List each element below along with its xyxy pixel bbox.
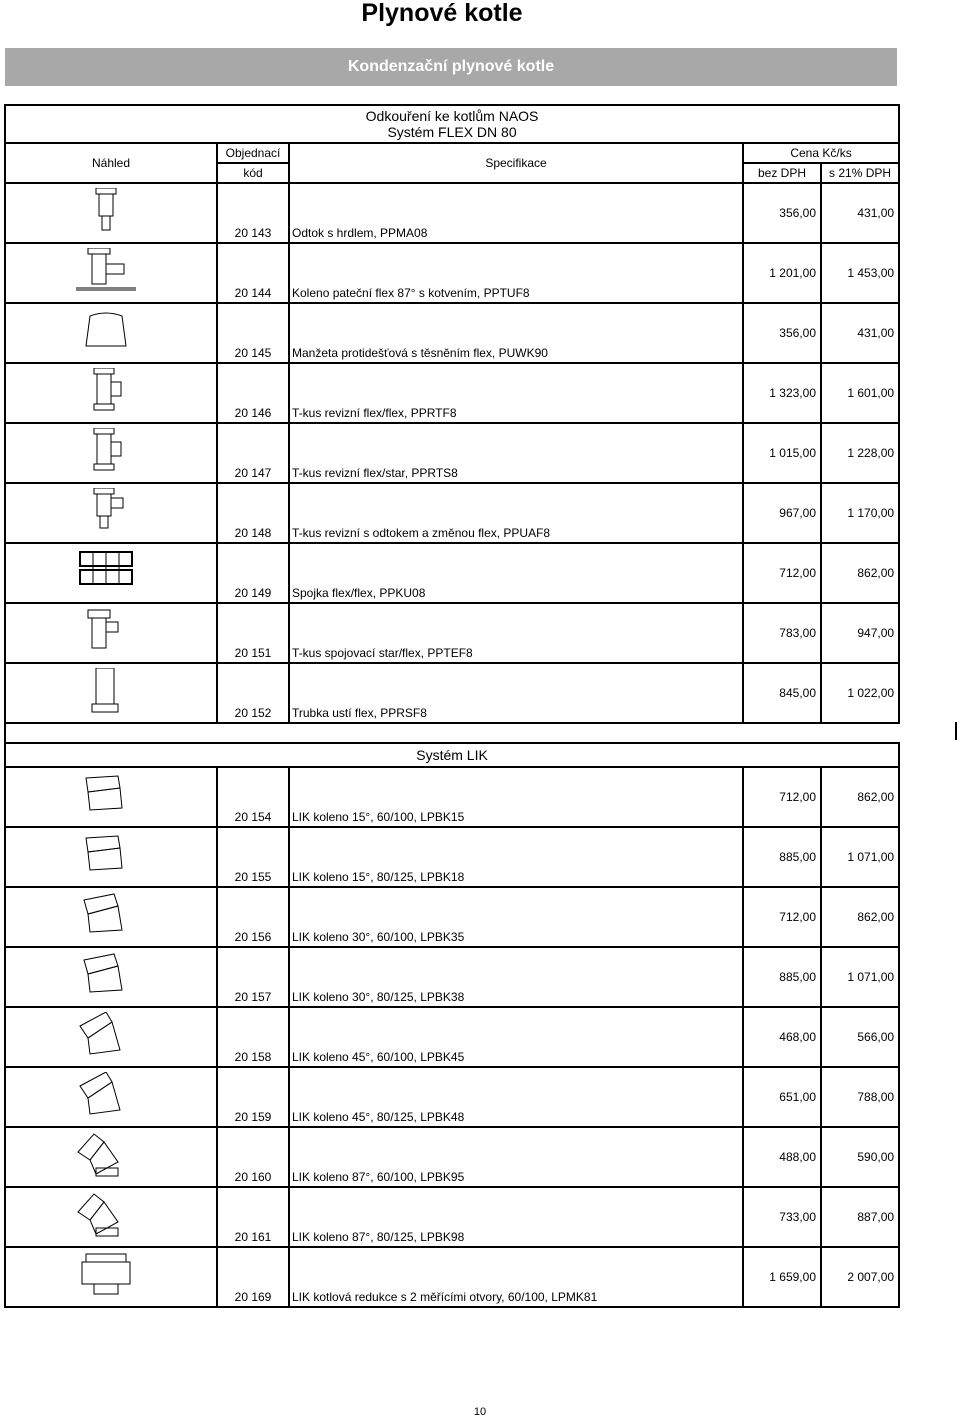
preview-cell xyxy=(5,827,217,887)
order-code: 20 145 xyxy=(217,303,289,363)
price-no-vat: 1 659,00 xyxy=(743,1247,821,1307)
order-code: 20 149 xyxy=(217,543,289,603)
order-code: 20 159 xyxy=(217,1067,289,1127)
preview-cell xyxy=(5,303,217,363)
section-header-lik xyxy=(5,743,899,767)
section-header-flex xyxy=(5,105,899,143)
product-spec: LIK koleno 45°, 60/100, LPBK45 xyxy=(289,1007,743,1067)
outlet-pipe-icon xyxy=(66,668,146,716)
order-code: 20 151 xyxy=(217,603,289,663)
price-no-vat: 712,00 xyxy=(743,887,821,947)
product-row xyxy=(5,423,899,483)
order-code: 20 160 xyxy=(217,1127,289,1187)
price-with-vat: 887,00 xyxy=(821,1187,899,1247)
preview-cell xyxy=(5,1247,217,1307)
header-with-vat: s 21% DPH xyxy=(821,163,899,183)
price-with-vat: 566,00 xyxy=(821,1007,899,1067)
order-code: 20 147 xyxy=(217,423,289,483)
product-row xyxy=(5,603,899,663)
header-spec: Specifikace xyxy=(289,143,743,183)
section-title: Odkouření ke kotlům NAOS xyxy=(365,108,539,124)
order-code: 20 158 xyxy=(217,1007,289,1067)
order-code: 20 156 xyxy=(217,887,289,947)
price-with-vat: 1 228,00 xyxy=(821,423,899,483)
order-code: 20 148 xyxy=(217,483,289,543)
order-code: 20 161 xyxy=(217,1187,289,1247)
elbow-45-icon xyxy=(66,1072,146,1120)
product-row xyxy=(5,363,899,423)
product-spec: LIK koleno 15°, 80/125, LPBK18 xyxy=(289,827,743,887)
order-code: 20 157 xyxy=(217,947,289,1007)
product-row xyxy=(5,183,899,243)
product-row xyxy=(5,543,899,603)
product-row xyxy=(5,1247,899,1307)
header-no-vat: bez DPH xyxy=(743,163,821,183)
inspection-tee-icon xyxy=(66,428,146,476)
price-with-vat: 1 601,00 xyxy=(821,363,899,423)
order-code: 20 154 xyxy=(217,767,289,827)
header-price: Cena Kč/ks xyxy=(743,143,899,163)
preview-cell xyxy=(5,1187,217,1247)
product-spec: LIK koleno 30°, 60/100, LPBK35 xyxy=(289,887,743,947)
preview-cell xyxy=(5,363,217,423)
product-row xyxy=(5,1187,899,1247)
product-spec: T-kus spojovací star/flex, PPTEF8 xyxy=(289,603,743,663)
page-number: 10 xyxy=(473,1406,487,1418)
elbow-30-icon xyxy=(66,892,146,940)
preview-cell xyxy=(5,1007,217,1067)
preview-cell xyxy=(5,543,217,603)
product-spec: LIK koleno 87°, 60/100, LPBK95 xyxy=(289,1127,743,1187)
product-spec: Odtok s hrdlem, PPMA08 xyxy=(289,183,743,243)
price-no-vat: 1 201,00 xyxy=(743,243,821,303)
product-spec: Spojka flex/flex, PPKU08 xyxy=(289,543,743,603)
order-code: 20 144 xyxy=(217,243,289,303)
preview-cell xyxy=(5,243,217,303)
section-spacer xyxy=(5,723,899,743)
product-row xyxy=(5,663,899,723)
price-table xyxy=(4,104,900,1308)
product-row xyxy=(5,827,899,887)
tee-drain-icon xyxy=(66,488,146,536)
side-mark xyxy=(955,722,957,740)
price-with-vat: 1 453,00 xyxy=(821,243,899,303)
product-spec: Trubka ustí flex, PPRSF8 xyxy=(289,663,743,723)
header-preview: Náhled xyxy=(5,143,217,183)
price-no-vat: 1 323,00 xyxy=(743,363,821,423)
preview-cell xyxy=(5,887,217,947)
elbow-15-icon xyxy=(66,772,146,820)
product-spec: LIK koleno 45°, 80/125, LPBK48 xyxy=(289,1067,743,1127)
coupling-icon xyxy=(66,548,146,596)
preview-cell xyxy=(5,1127,217,1187)
product-row xyxy=(5,887,899,947)
boiler-adapter-icon xyxy=(66,1252,146,1300)
product-row xyxy=(5,1007,899,1067)
section-title-lik: Systém LIK xyxy=(5,743,899,767)
product-spec: LIK koleno 87°, 80/125, LPBK98 xyxy=(289,1187,743,1247)
product-row xyxy=(5,767,899,827)
product-spec: Koleno pateční flex 87° s kotvením, PPTUF8 xyxy=(289,243,743,303)
product-row xyxy=(5,947,899,1007)
order-code: 20 152 xyxy=(217,663,289,723)
category-banner: Kondenzační plynové kotle xyxy=(5,48,897,86)
price-with-vat: 2 007,00 xyxy=(821,1247,899,1307)
elbow-87-icon xyxy=(66,1132,146,1180)
preview-cell xyxy=(5,603,217,663)
order-code: 20 155 xyxy=(217,827,289,887)
elbow-87-icon xyxy=(66,1192,146,1240)
price-no-vat: 356,00 xyxy=(743,303,821,363)
elbow-15-icon xyxy=(66,832,146,880)
price-no-vat: 783,00 xyxy=(743,603,821,663)
column-header-row xyxy=(5,143,899,163)
preview-cell xyxy=(5,183,217,243)
product-row xyxy=(5,1067,899,1127)
price-with-vat: 947,00 xyxy=(821,603,899,663)
price-with-vat: 590,00 xyxy=(821,1127,899,1187)
price-with-vat: 1 170,00 xyxy=(821,483,899,543)
page-title: Plynové kotle xyxy=(361,0,523,27)
product-spec: Manžeta protidešťová s těsněním flex, PUWK90 xyxy=(289,303,743,363)
price-no-vat: 356,00 xyxy=(743,183,821,243)
price-with-vat: 862,00 xyxy=(821,767,899,827)
price-no-vat: 712,00 xyxy=(743,543,821,603)
drain-fitting-icon xyxy=(66,188,146,236)
price-no-vat: 845,00 xyxy=(743,663,821,723)
price-no-vat: 1 015,00 xyxy=(743,423,821,483)
product-spec: T-kus revizní s odtokem a změnou flex, PPUAF8 xyxy=(289,483,743,543)
price-with-vat: 1 022,00 xyxy=(821,663,899,723)
preview-cell xyxy=(5,947,217,1007)
price-no-vat: 488,00 xyxy=(743,1127,821,1187)
elbow-30-icon xyxy=(66,952,146,1000)
product-row xyxy=(5,243,899,303)
price-no-vat: 967,00 xyxy=(743,483,821,543)
product-spec: T-kus revizní flex/star, PPRTS8 xyxy=(289,423,743,483)
price-with-vat: 1 071,00 xyxy=(821,947,899,1007)
elbow-45-icon xyxy=(66,1012,146,1060)
price-no-vat: 468,00 xyxy=(743,1007,821,1067)
price-no-vat: 733,00 xyxy=(743,1187,821,1247)
header-order-code-2: kód xyxy=(217,163,289,183)
price-with-vat: 862,00 xyxy=(821,543,899,603)
connecting-tee-icon xyxy=(66,608,146,656)
product-spec: LIK koleno 30°, 80/125, LPBK38 xyxy=(289,947,743,1007)
section-subtitle: Systém FLEX DN 80 xyxy=(387,124,517,140)
product-row xyxy=(5,303,899,363)
order-code: 20 169 xyxy=(217,1247,289,1307)
price-with-vat: 431,00 xyxy=(821,183,899,243)
preview-cell xyxy=(5,767,217,827)
order-code: 20 146 xyxy=(217,363,289,423)
inspection-tee-icon xyxy=(66,368,146,416)
price-with-vat: 431,00 xyxy=(821,303,899,363)
preview-cell xyxy=(5,423,217,483)
rain-collar-icon xyxy=(66,308,146,356)
price-no-vat: 712,00 xyxy=(743,767,821,827)
product-spec: LIK koleno 15°, 60/100, LPBK15 xyxy=(289,767,743,827)
product-row xyxy=(5,483,899,543)
price-no-vat: 885,00 xyxy=(743,947,821,1007)
price-with-vat: 788,00 xyxy=(821,1067,899,1127)
price-with-vat: 862,00 xyxy=(821,887,899,947)
header-order-code-1: Objednací xyxy=(217,143,289,163)
order-code: 20 143 xyxy=(217,183,289,243)
product-spec: T-kus revizní flex/flex, PPRTF8 xyxy=(289,363,743,423)
price-with-vat: 1 071,00 xyxy=(821,827,899,887)
preview-cell xyxy=(5,1067,217,1127)
price-no-vat: 885,00 xyxy=(743,827,821,887)
product-row xyxy=(5,1127,899,1187)
preview-cell xyxy=(5,663,217,723)
price-no-vat: 651,00 xyxy=(743,1067,821,1127)
product-spec: LIK kotlová redukce s 2 měřícími otvory, 60/100, LPMK81 xyxy=(289,1247,743,1307)
base-elbow-icon xyxy=(66,248,146,296)
preview-cell xyxy=(5,483,217,543)
